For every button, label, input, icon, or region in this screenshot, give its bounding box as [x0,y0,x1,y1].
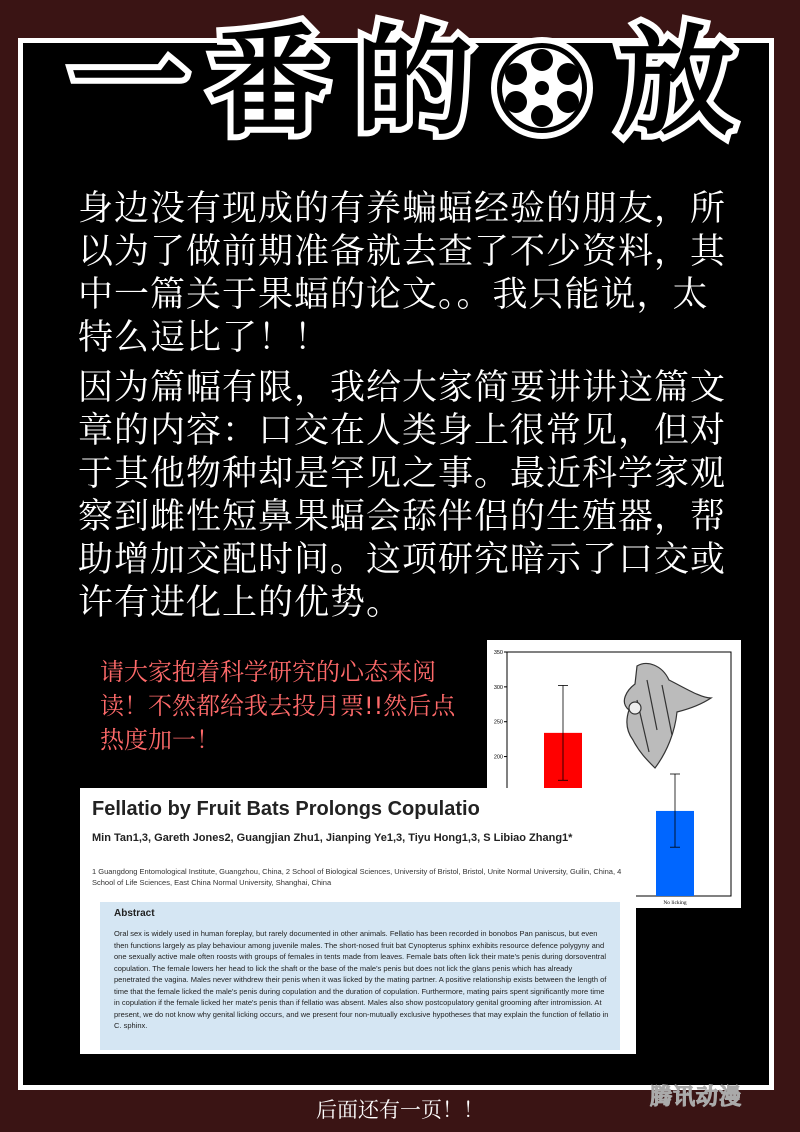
paper-affiliations: 1 Guangdong Entomological Institute, Guangzhou, China, 2 School of Biological Sciences, University of Bristol, Bristol, Unite Normal University, Guilin, China, 4 School of Life Sciences, East China Normal University, Shanghai, China [92,867,622,887]
title-char-2: 番 [210,13,329,151]
title-char-1: 一 [70,13,189,151]
y-tick-label: 250 [493,719,503,726]
reader-note: 请大家抱着科学研究的心态来阅读！不然都给我去投月票!!然后点热度加一！ [100,658,456,754]
y-tick-label: 300 [493,684,503,691]
intro-paragraph: 身边没有现成的有养蝙蝠经验的朋友，所以为了做前期准备就去查了不少资料，其中一篇关于果蝠的论文。。我只能说，太特么逗比了！！ [78,189,727,358]
y-tick-label: 350 [493,650,503,656]
watermark: 腾讯动漫 [650,1085,743,1110]
y-tick-label: 200 [493,754,503,761]
abstract-box [100,902,620,1050]
footer-text: 后面还有一页！！ [316,1098,484,1122]
x-category-label: No licking [663,900,687,906]
title-char-4: 放 [617,13,736,151]
film-reel-icon [490,36,594,140]
paper-title: Fellatio by Fruit Bats Prolongs Copulatio [92,798,480,820]
paper-excerpt [80,788,636,1054]
abstract-heading: Abstract [114,908,155,919]
abstract-text: Oral sex is widely used in human foreplay, but rarely documented in other animals. Fellatio has been recorded in bonobos Pan paniscus, but even then functions largely as play behaviour among juvenile males. The short-nosed fruit bat Cynopterus sphinx exhibits resource defence polygyny and one sexually active male often roosts with groups of females in tents made from leaves. Female bats often lick their mate's penis during dorsoventral copulation. The female lowers her head to lick the shaft or the base of the male's penis but does not lick the glans penis which has already penetrated the vagina. Males never withdrew their penis when it was licked by the mating partner. A positive relationship exists between the length of time that the female licked the male's penis during copulation and the duration of copulation. Furthermore, mating pairs spent significantly more time in copulation if the female licked her mate's penis than if fellatio was absent. Males also show postcopulatory genital grooming after intromission. At present, we do not know why genital licking occurs, and we present four non-mutually exclusive hypotheses that may explain the function of fellatio in C. sphinx. [114,929,609,1030]
paper-authors: Min Tan1,3, Gareth Jones2, Guangjian Zhu1, Jianping Ye1,3, Tiyu Hong1,3, S Libiao Zhang1* [92,832,573,844]
summary-paragraph: 因为篇幅有限，我给大家简要讲讲这篇文章的内容：口交在人类身上很常见，但对于其他物种却是罕见之事。最近科学家观察到雌性短鼻果蝠会舔伴侣的生殖器，帮助增加交配时间。这项研究暗示了口交或许有进化上的优势。 [78,368,727,623]
page-title [70,13,736,151]
title-char-3: 的 [355,13,474,151]
